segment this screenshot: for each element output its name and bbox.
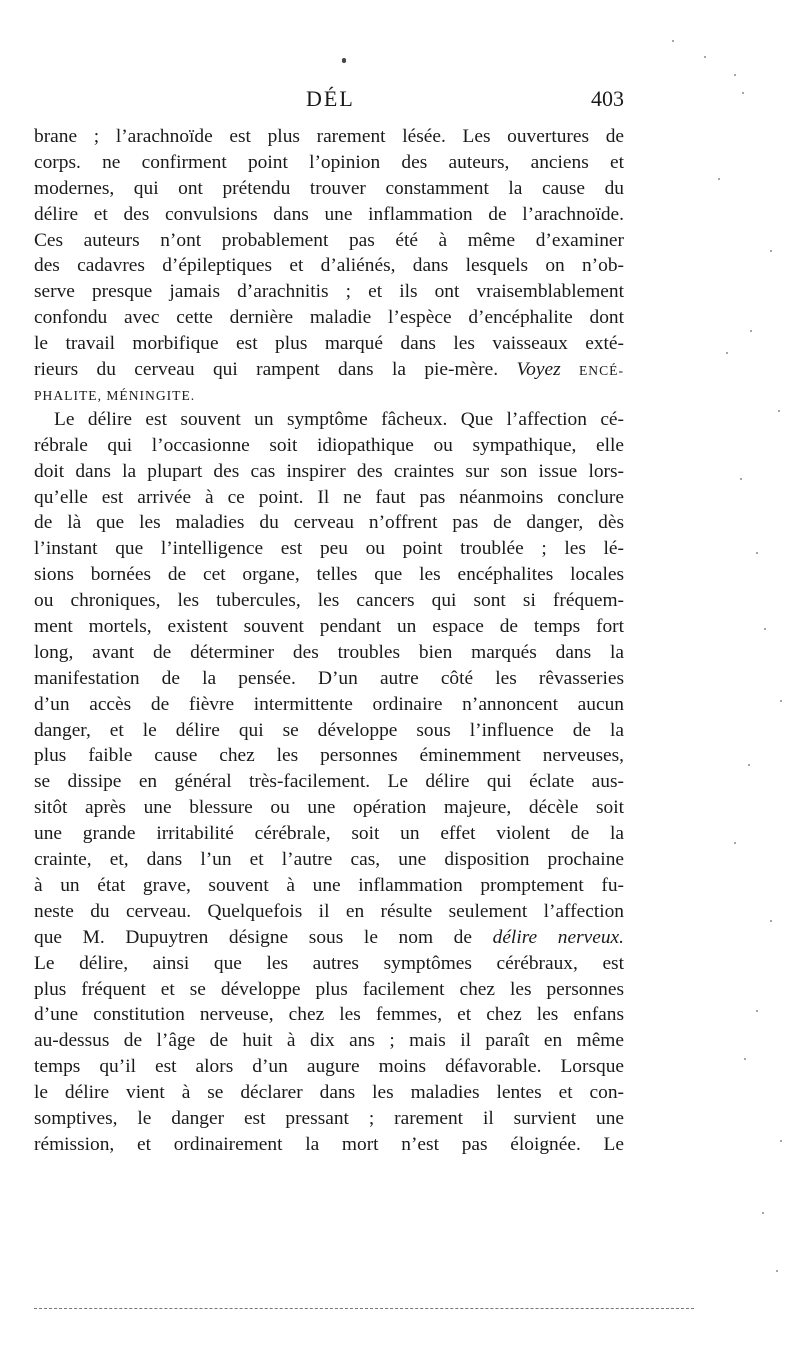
cross-reference: PHALITE, MÉNINGITE.: [34, 387, 196, 403]
ink-speck: [756, 1010, 758, 1012]
text-line: ment mortels, existent souvent pendant un espace de temps fort: [34, 616, 624, 638]
text-line: sitôt après une blessure ou une opération majeure, décèle soit: [34, 797, 624, 819]
text-line: plus fréquent et se développe plus facilement chez les personnes: [34, 978, 624, 1000]
ink-speck: [780, 1140, 782, 1142]
text-line: [34, 925, 624, 951]
text-line: Le délire est souvent un symptôme fâcheux. Que l’affection cé-: [54, 408, 624, 430]
text-line: plus faible cause chez les personnes éminemment nerveuses,: [34, 745, 624, 767]
ink-speck: [734, 842, 736, 844]
ink-speck: [704, 56, 706, 58]
italic-voyez: Voyez: [516, 359, 561, 381]
text-line: temps qu’il est alors d’un augure moins défavorable. Lorsque: [34, 1056, 624, 1078]
text-line: modernes, qui ont prétendu trouver constamment la cause du: [34, 177, 624, 199]
page-header: [34, 86, 624, 120]
ink-speck: [734, 74, 736, 76]
text-line: l’instant que l’intelligence est peu ou point troublée ; les lé-: [34, 538, 624, 560]
text-line: se dissipe en général très-facilement. Le délire qui éclate aus-: [34, 771, 624, 793]
ink-speck: [778, 410, 780, 412]
ink-speck: [740, 478, 742, 480]
text-line: manifestation de la pensée. D’un autre côté les rêvasseries: [34, 667, 624, 689]
ink-speck: [770, 250, 772, 252]
text-line: corps. ne confirment point l’opinion des auteurs, anciens et: [34, 151, 624, 173]
text-line: délire et des convulsions dans une inflammation de l’arachnoïde.: [34, 203, 624, 225]
ink-speck: [742, 92, 744, 94]
ink-speck: [770, 920, 772, 922]
text-line: somptives, le danger est pressant ; rarement il survient une: [34, 1107, 624, 1129]
text-line: confondu avec cette dernière maladie l’espèce d’encéphalite dont: [34, 307, 624, 329]
text-line: le délire vient à se déclarer dans les maladies lentes et con-: [34, 1082, 624, 1104]
text-line: Le délire, ainsi que les autres symptômes cérébraux, est: [34, 952, 624, 974]
ink-speck: [764, 628, 766, 630]
text-line: crainte, et, dans l’un et l’autre cas, une disposition prochaine: [34, 849, 624, 871]
text-line: d’une constitution nerveuse, chez les femmes, et chez les enfans: [34, 1004, 624, 1026]
ink-speck: [342, 58, 346, 63]
text-line: rémission, et ordinairement la mort n’est pas éloignée. Le: [34, 1133, 624, 1155]
margin-bleed-through: [630, 0, 800, 1345]
ink-speck: [726, 352, 728, 354]
text-line: [34, 357, 624, 383]
text-line: une grande irritabilité cérébrale, soit un effet violent de la: [34, 823, 624, 845]
body-text: [34, 124, 624, 1158]
text-line: à un état grave, souvent à une inflammation promptement fu-: [34, 874, 624, 896]
text-line: d’un accès de fièvre intermittente ordinaire n’annoncent aucun: [34, 693, 624, 715]
text-line: neste du cerveau. Quelquefois il en résulte seulement l’affection: [34, 900, 624, 922]
ink-speck: [776, 1270, 778, 1272]
text-line: rébrale qui l’occasionne soit idiopathique ou sympathique, elle: [34, 434, 624, 456]
text-line: long, avant de déterminer des troubles bien marqués dans la: [34, 641, 624, 663]
text-line: au-dessus de l’âge de huit à dix ans ; mais il paraît en même: [34, 1030, 624, 1052]
ink-speck: [750, 330, 752, 332]
ink-speck: [748, 764, 750, 766]
text-line: [34, 383, 624, 407]
text-line: de là que les maladies du cerveau n’offrent pas de danger, dès: [34, 512, 624, 534]
text-line: ou chroniques, les tubercules, les cancers qui sont si fréquem-: [34, 590, 624, 612]
page-edge-rule: [34, 1308, 694, 1309]
running-head: DÉL: [306, 86, 355, 111]
ink-speck: [780, 700, 782, 702]
page-number: 403: [591, 86, 624, 111]
text-line: qu’elle est arrivée à ce point. Il ne faut pas néanmoins conclure: [34, 486, 624, 508]
text-line: Ces auteurs n’ont probablement pas été à même d’examiner: [34, 229, 624, 251]
text-fragment: rieurs du cerveau qui rampent dans la pie-mère.: [34, 359, 499, 381]
text-line: le travail morbifique est plus marqué dans les vaisseaux exté-: [34, 333, 624, 355]
cross-reference: ENCÉ-: [579, 363, 624, 379]
ink-speck: [744, 1058, 746, 1060]
text-line: brane ; l’arachnoïde est plus rarement lésée. Les ouvertures de: [34, 126, 624, 147]
ink-speck: [756, 552, 758, 554]
text-fragment: que M. Dupuytren désigne sous le nom de: [34, 926, 472, 948]
text-line: sions bornées de cet organe, telles que les encéphalites locales: [34, 564, 624, 586]
ink-speck: [672, 40, 674, 42]
italic-term: délire nerveux.: [492, 926, 624, 948]
text-line: des cadavres d’épileptiques et d’aliénés, dans lesquels on n’ob-: [34, 255, 624, 277]
ink-speck: [718, 178, 720, 180]
text-line: serve presque jamais d’arachnitis ; et ils ont vraisemblablement: [34, 281, 624, 303]
ink-speck: [762, 1212, 764, 1214]
text-line: doit dans la plupart des cas inspirer des craintes sur son issue lors-: [34, 460, 624, 482]
text-line: danger, et le délire qui se développe sous l’influence de la: [34, 719, 624, 741]
